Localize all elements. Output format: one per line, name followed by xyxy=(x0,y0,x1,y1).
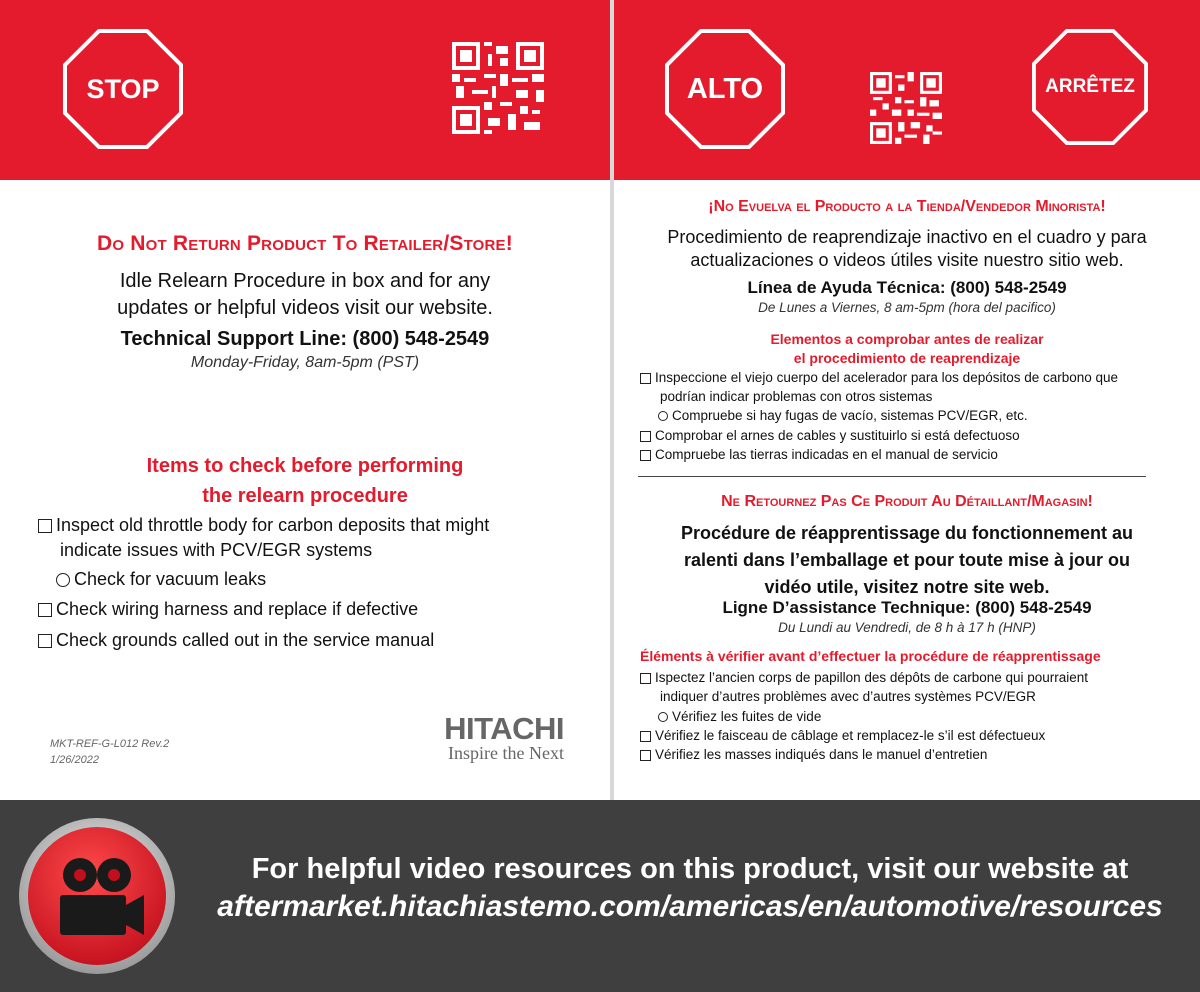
checklist-subitem-text: Compruebe si hay fugas de vacío, sistemas PCV/EGR, etc. xyxy=(672,408,1028,423)
document-code-id: MKT-REF-G-L012 Rev.2 xyxy=(50,738,170,750)
english-body-line: Idle Relearn Procedure in box and for any xyxy=(119,270,491,292)
checkbox-icon[interactable] xyxy=(640,373,651,384)
french-body xyxy=(640,520,1174,601)
english-body xyxy=(60,268,550,322)
arretez-sign-label: ARRÊTEZ xyxy=(1045,76,1135,97)
stop-sign-label: STOP xyxy=(86,73,160,104)
alto-sign-icon xyxy=(665,29,785,149)
circle-bullet-icon xyxy=(658,411,668,421)
french-hours: Du Lundi au Vendredi, de 8 h à 17 h (HNP) xyxy=(778,620,1036,635)
checklist-item xyxy=(38,513,489,538)
checklist-item-text: Ispectez l’ancien corps de papillon des dépôts de carbone qui pourraient xyxy=(655,670,1089,685)
checklist-item-continued: indiquer d’autres problèmes avec d’autres systèmes PCV/EGR xyxy=(660,689,1036,704)
circle-bullet-icon xyxy=(658,712,668,722)
checklist-subitem xyxy=(658,707,821,726)
spanish-support-line[interactable]: Línea de Ayuda Técnica: (800) 548-2549 xyxy=(747,278,1067,297)
video-resources-link[interactable]: aftermarket.hitachiastemo.com/americas/en/automotive/resources xyxy=(217,890,1163,923)
checkbox-icon[interactable] xyxy=(640,450,651,461)
checklist-item xyxy=(640,726,1045,745)
checklist-item xyxy=(640,445,998,464)
video-promo-text: For helpful video resources on this product, visit our website at xyxy=(251,853,1129,885)
checklist-item xyxy=(640,668,1088,687)
checkbox-icon[interactable] xyxy=(38,519,52,533)
checklist-item-text: Vérifiez les masses indiqués dans le manuel d’entretien xyxy=(655,747,988,762)
checklist-item-text: Check grounds called out in the service manual xyxy=(56,630,435,650)
checklist-item xyxy=(640,745,987,764)
video-camera-icon[interactable] xyxy=(18,817,176,975)
section-divider xyxy=(638,476,1146,477)
alto-sign-label: ALTO xyxy=(686,72,764,105)
spanish-body xyxy=(630,226,1184,272)
checklist-subitem xyxy=(56,567,266,592)
checklist-item xyxy=(640,426,1020,445)
english-items-title xyxy=(60,451,550,511)
french-body-line: vidéo utile, visitez notre site web. xyxy=(764,577,1050,597)
checkbox-icon[interactable] xyxy=(640,750,651,761)
french-support-line[interactable]: Ligne D’assistance Technique: (800) 548-2549 xyxy=(722,598,1092,617)
english-body-line: updates or helpful videos visit our website. xyxy=(117,297,493,319)
checklist-item-text: Compruebe las tierras indicadas en el manual de servicio xyxy=(655,447,998,462)
stop-sign-icon xyxy=(63,29,183,149)
checklist-item-text: Check wiring harness and replace if defective xyxy=(56,599,419,619)
french-heading: Ne Retournez Pas Ce Produit Au Détaillant/Magasin! xyxy=(721,493,1093,510)
english-heading: Do Not Return Product To Retailer/Store! xyxy=(97,232,513,255)
spanish-body-line: Procedimiento de reaprendizaje inactivo en el cuadro y para xyxy=(667,227,1147,247)
checklist-item-text: Inspect old throttle body for carbon deposits that might xyxy=(56,515,490,535)
checklist-item-continued: podrían indicar problemas con otros sistemas xyxy=(660,389,933,404)
checklist-item-continued: indicate issues with PCV/EGR systems xyxy=(60,540,373,560)
checkbox-icon[interactable] xyxy=(38,634,52,648)
spanish-body-line: actualizaciones o videos útiles visite nuestro sitio web. xyxy=(690,250,1124,270)
checklist-subitem-text: Vérifiez les fuites de vide xyxy=(672,709,822,724)
spanish-items-title xyxy=(614,330,1200,368)
hitachi-logo: HITACHI xyxy=(444,711,564,746)
checkbox-icon[interactable] xyxy=(640,431,651,442)
circle-bullet-icon xyxy=(56,573,70,587)
checklist-item-text: Comprobar el arnes de cables y sustituirlo si está defectuoso xyxy=(655,428,1020,443)
qr-code-icon[interactable] xyxy=(452,42,544,134)
checklist-item xyxy=(38,628,434,653)
french-body-line: Procédure de réapprentissage du fonctionnement au xyxy=(680,523,1134,543)
english-hours: Monday-Friday, 8am-5pm (PST) xyxy=(190,354,420,371)
document-code-date: 1/26/2022 xyxy=(50,754,99,766)
checklist-subitem-text: Check for vacuum leaks xyxy=(74,569,267,589)
spanish-items-title-line: Elementos a comprobar antes de realizar xyxy=(770,331,1044,347)
english-items-title-line: the relearn procedure xyxy=(202,485,408,507)
english-support-line[interactable]: Technical Support Line: (800) 548-2549 xyxy=(120,328,490,350)
checklist-item-text: Vérifiez le faisceau de câblage et remplacez-le s’il est défectueux xyxy=(655,728,1046,743)
checkbox-icon[interactable] xyxy=(640,673,651,684)
qr-code-icon[interactable] xyxy=(870,72,942,144)
hitachi-tagline: Inspire the Next xyxy=(448,743,564,763)
spanish-hours: De Lunes a Viernes, 8 am-5pm (hora del pacifico) xyxy=(758,300,1056,315)
french-items-title: Éléments à vérifier avant d’effectuer la procédure de réapprentissage xyxy=(640,648,1101,664)
arretez-sign-icon xyxy=(1032,29,1148,145)
checkbox-icon[interactable] xyxy=(38,603,52,617)
checklist-item xyxy=(38,597,418,622)
checklist-subitem xyxy=(658,406,1028,425)
checkbox-icon[interactable] xyxy=(640,731,651,742)
document-code xyxy=(50,736,169,768)
french-body-line: ralenti dans l’emballage et pour toute mise à jour ou xyxy=(683,550,1131,570)
spanish-items-title-line: el procedimiento de reaprendizaje xyxy=(793,350,1021,366)
english-items-title-line: Items to check before performing xyxy=(146,455,464,477)
checklist-item-text: Inspeccione el viejo cuerpo del acelerador para los depósitos de carbono que xyxy=(655,370,1119,385)
spanish-heading: ¡No Evuelva el Producto a la Tienda/Vendedor Minorista! xyxy=(708,198,1106,215)
checklist-item xyxy=(640,368,1118,387)
